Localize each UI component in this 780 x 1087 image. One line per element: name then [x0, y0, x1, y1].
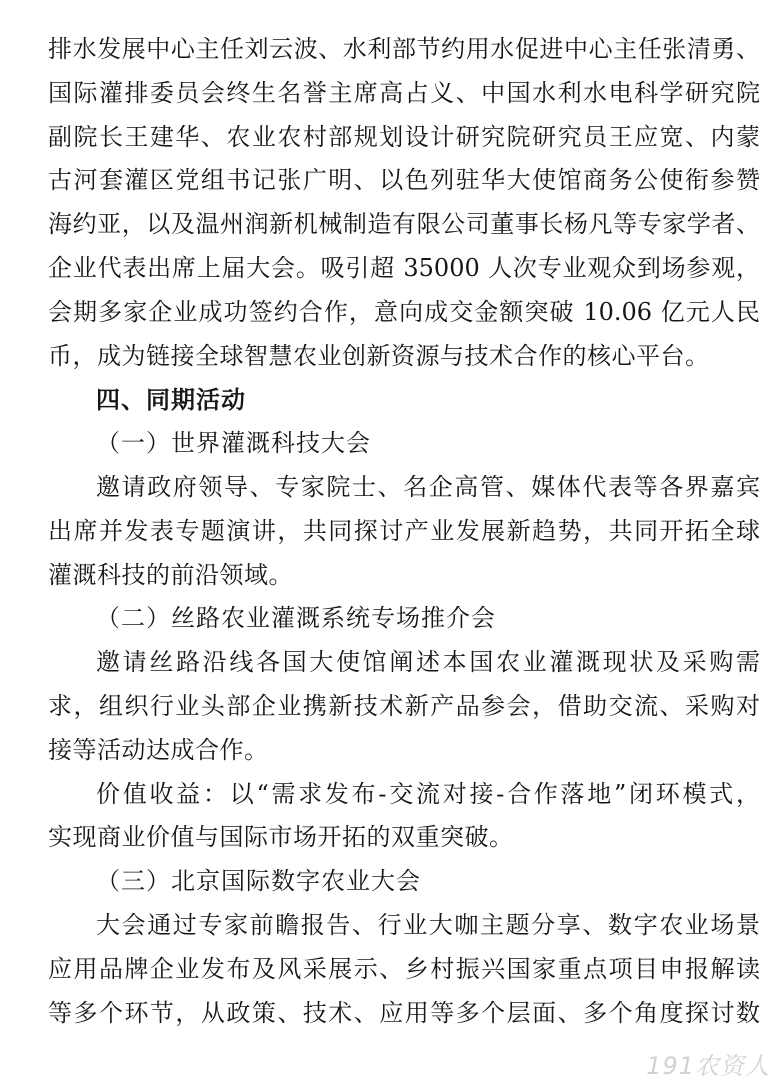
- text-line: 大会通过专家前瞻报告、行业大咖主题分享、数字农业场景: [96, 910, 760, 939]
- text-line: 副院长王建华、农业农村部规划设计研究院研究员王应宽、内蒙: [48, 122, 760, 151]
- paragraph: [48, 641, 760, 772]
- text-line: 海约亚，以及温州润新机械制造有限公司董事长杨凡等专家学者、: [48, 210, 760, 239]
- document-page: [48, 28, 760, 1035]
- paragraph: [48, 904, 760, 1035]
- subsection-title: （二）丝路农业灌溉系统专场推介会: [96, 604, 496, 633]
- text-line: 会期多家企业成功签约合作，意向成交金额突破 10.06 亿元人民: [48, 297, 760, 326]
- text-line: 排水发展中心主任刘云波、水利部节约用水促进中心主任张清勇、: [48, 35, 760, 63]
- text-line: 古河套灌区党组书记张广明、以色列驻华大使馆商务公使衔参赞: [48, 166, 760, 195]
- paragraph: [48, 466, 760, 597]
- subsection-3: [48, 860, 760, 1035]
- text-line: 灌溉科技的前沿领域。: [48, 560, 293, 589]
- section-heading: 四、同期活动: [96, 385, 246, 415]
- text-line: 邀请丝路沿线各国大使馆阐述本国农业灌溉现状及采购需: [96, 648, 760, 677]
- intro-paragraph: [48, 28, 760, 378]
- text-line: 求，组织行业头部企业携新技术新产品参会，借助交流、采购对: [48, 691, 760, 720]
- subsection-1: [48, 422, 760, 597]
- text-line: 币，成为链接全球智慧农业创新资源与技术合作的核心平台。: [48, 341, 710, 370]
- text-line: 等多个环节，从政策、技术、应用等多个层面、多个角度探讨数: [48, 998, 760, 1027]
- subsection-2: [48, 597, 760, 860]
- paragraph: [48, 773, 760, 861]
- text-line: 应用品牌企业发布及风采展示、乡村振兴国家重点项目申报解读: [48, 954, 760, 983]
- text-line: 实现商业价值与国际市场开拓的双重突破。: [48, 823, 514, 852]
- text-line: 出席并发表专题演讲，共同探讨产业发展新趋势，共同开拓全球: [48, 516, 760, 545]
- text-line: 价值收益：以“需求发布-交流对接-合作落地”闭环模式，: [96, 779, 760, 808]
- subsection-title: （三）北京国际数字农业大会: [96, 867, 421, 896]
- text-line: 接等活动达成合作。: [48, 735, 269, 764]
- watermark-logo: 191农资人: [646, 1052, 770, 1080]
- subsection-title: （一）世界灌溉科技大会: [96, 429, 371, 458]
- text-line: 邀请政府领导、专家院士、名企高管、媒体代表等各界嘉宾: [96, 472, 760, 501]
- text-line: 国际灌排委员会终生名誉主席高占义、中国水利水电科学研究院: [48, 78, 760, 107]
- text-line: 企业代表出席上届大会。吸引超 35000 人次专业观众到场参观，: [48, 253, 760, 282]
